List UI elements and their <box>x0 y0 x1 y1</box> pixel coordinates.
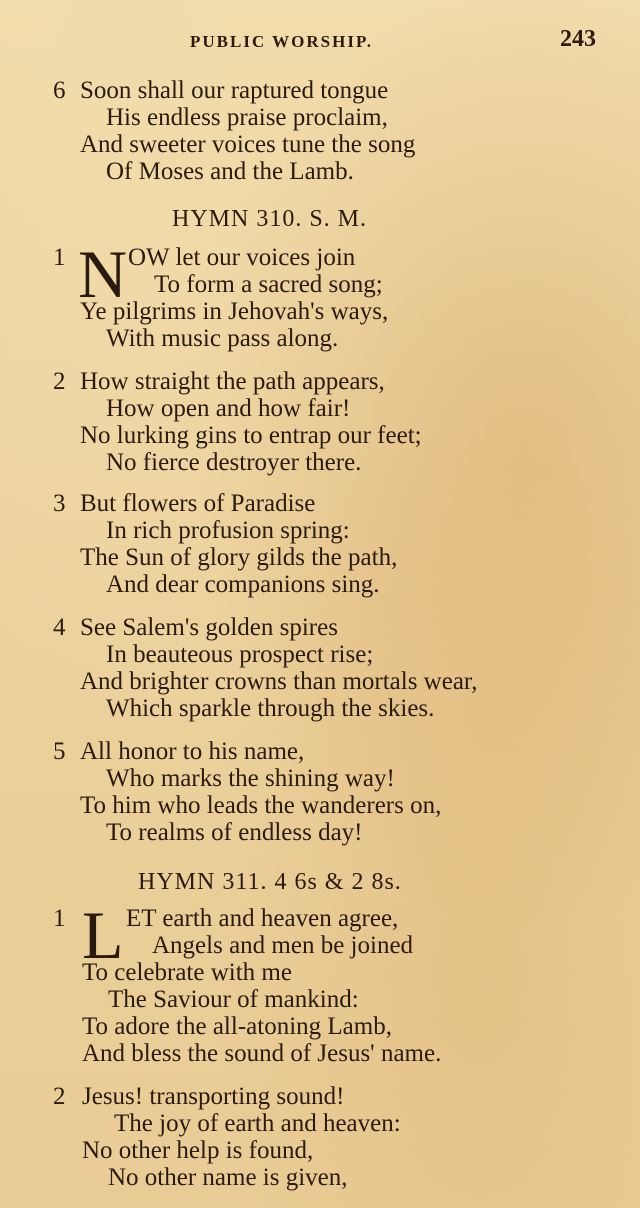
verse-line: The Saviour of mankind: <box>108 986 359 1013</box>
verse-line: Jesus! transporting sound! <box>82 1083 345 1110</box>
verse-line: Angels and men be joined <box>152 932 414 959</box>
stanza-number: 5 <box>53 738 66 765</box>
drop-cap: L <box>82 897 124 973</box>
verse-line: ET earth and heaven agree, <box>126 905 399 932</box>
verse-line: And sweeter voices tune the song <box>80 131 416 158</box>
verse-line: And bless the sound of Jesus' name. <box>82 1040 442 1067</box>
running-title: PUBLIC WORSHIP. <box>190 32 374 51</box>
verse-line: In rich profusion spring: <box>106 517 350 544</box>
verse-line: To celebrate with me <box>82 959 292 986</box>
verse-line: And brighter crowns than mortals wear, <box>80 668 478 695</box>
verse-line: The joy of earth and heaven: <box>114 1110 401 1137</box>
verse-line: No other name is given, <box>108 1164 348 1191</box>
verse-line: All honor to his name, <box>80 738 305 765</box>
verse-line: How straight the path appears, <box>80 368 385 395</box>
verse-line: But flowers of Paradise <box>80 490 316 517</box>
stanza-number: 2 <box>53 1083 66 1110</box>
verse-line: His endless praise proclaim, <box>106 104 388 131</box>
verse-line: No lurking gins to entrap our feet; <box>80 422 422 449</box>
verse-line: See Salem's golden spires <box>80 614 338 641</box>
verse-line: With music pass along. <box>106 325 339 352</box>
stanza-number: 3 <box>53 490 66 517</box>
verse-line: Of Moses and the Lamb. <box>106 158 354 185</box>
verse-line: To adore the all-atoning Lamb, <box>82 1013 392 1040</box>
verse-line: In beauteous prospect rise; <box>106 641 374 668</box>
stanza-number: 4 <box>53 614 66 641</box>
stanza-number: 6 <box>53 77 66 104</box>
stanza-number: 2 <box>53 368 66 395</box>
hymn-311-title: HYMN 311. 4 6s & 2 8s. <box>138 869 402 895</box>
verse-line: To form a sacred song; <box>154 271 383 298</box>
verse-line: To him who leads the wanderers on, <box>80 792 442 819</box>
verse-line: OW let our voices join <box>128 244 356 271</box>
verse-line: Ye pilgrims in Jehovah's ways, <box>80 298 389 325</box>
verse-line: How open and how fair! <box>106 395 351 422</box>
verse-line: The Sun of glory gilds the path, <box>80 544 398 571</box>
verse-line: Soon shall our raptured tongue <box>80 77 389 104</box>
verse-line: Who marks the shining way! <box>106 765 395 792</box>
stanza-number: 1 <box>53 905 66 932</box>
stanza-number: 1 <box>53 244 66 271</box>
hymn-310-title: HYMN 310. S. M. <box>172 206 368 232</box>
drop-cap: N <box>78 236 128 312</box>
page-number: 243 <box>560 26 596 52</box>
verse-line: No other help is found, <box>82 1137 314 1164</box>
verse-line: No fierce destroyer there. <box>106 449 362 476</box>
page-header <box>0 26 640 56</box>
verse-line: To realms of endless day! <box>106 819 363 846</box>
verse-line: And dear companions sing. <box>106 571 380 598</box>
verse-line: Which sparkle through the skies. <box>106 695 435 722</box>
